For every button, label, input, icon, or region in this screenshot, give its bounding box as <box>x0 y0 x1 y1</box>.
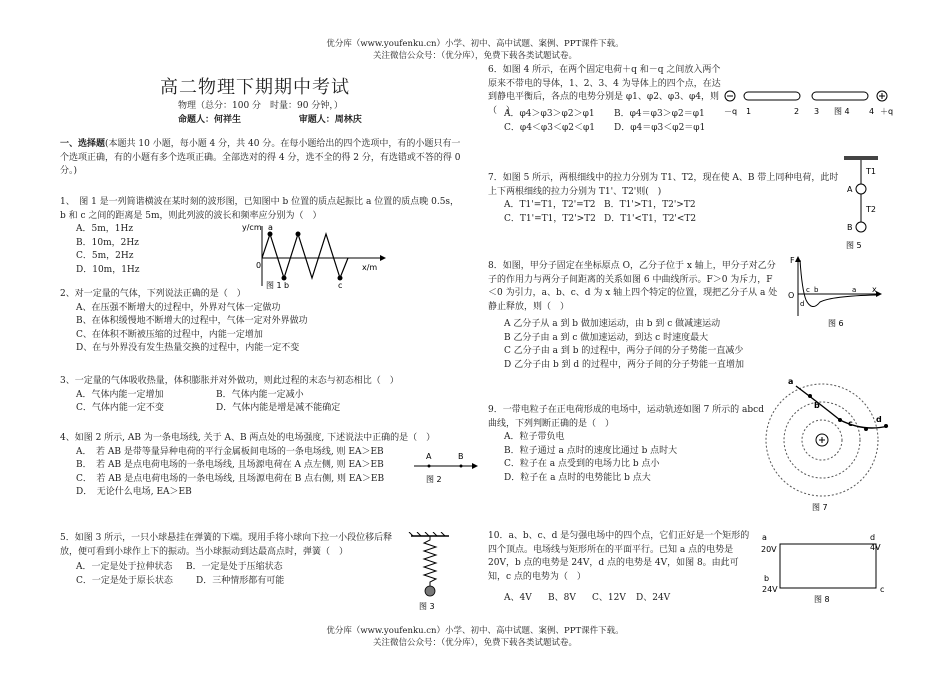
fig2-a: A <box>426 452 432 461</box>
q6-stem: 6．如图 4 所示，在两个固定电荷＋q 和－q 之间放入两个原来不带电的导体，1、2、3、4 为导体上的四个点，在达到静电平衡后，各点的电势分别是 φ1、φ2、φ3、φ4，则（ ） <box>488 65 721 116</box>
exam-info: 物理（总分：100 分 时量：90 分钟，） <box>178 101 343 111</box>
q4-option-b[interactable]: B． 若 AB 是点电荷电场的一条电场线, 且场源电荷在 A 点左侧, 则 EA＞EB <box>76 460 384 470</box>
fig5-a: A <box>847 185 853 194</box>
fig4-point-3: 3 <box>814 107 820 116</box>
question-10 <box>488 530 752 584</box>
fig1-xlabel: x/m <box>362 263 378 272</box>
q10-options <box>504 592 670 606</box>
q2-option-c[interactable]: C、在体积不断被压缩的过程中，内能一定增加 <box>76 329 263 340</box>
fig1-b: b <box>284 281 290 290</box>
fig2-caption: 图 2 <box>426 475 442 484</box>
fig6-o: O <box>788 291 795 300</box>
figure-5-hanging-balls <box>838 154 888 254</box>
question-5 <box>60 532 405 588</box>
fig6-caption: 图 6 <box>828 319 844 328</box>
section-heading: 一、选择题 <box>60 139 106 149</box>
section-intro-text: (本题共 10 小题，每小题 4 分，共 40 分。在每小题给出的四个选项中，有的小题只有一个选项正确，有的小题有多个选项正确。全部选对的得 4 分，选不全的得 2 分，有选错或不答的得 0 分。) <box>60 139 461 176</box>
q7-option-a[interactable]: A．T1'=T1，T2'=T2 <box>504 200 596 210</box>
fig6-c: c <box>806 286 810 294</box>
fig8-a-value: 20V <box>761 545 777 554</box>
fig4-pos-charge: ＋q <box>880 107 894 116</box>
fig2-b: B <box>458 452 464 461</box>
figure-1-wave <box>240 220 390 290</box>
q9-option-c[interactable]: C．粒子在 a 点受到的电场力比 b 点小 <box>504 459 660 469</box>
q9-option-b[interactable]: B．粒子通过 a 点时的速度比通过 b 点时大 <box>504 445 678 456</box>
q7-options-row-2 <box>488 213 842 227</box>
question-3 <box>60 375 462 416</box>
fig3-caption: 图 3 <box>419 602 435 611</box>
q6-options <box>504 108 705 135</box>
q3-option-a[interactable]: A．气体内能一定增加 <box>76 389 164 400</box>
q8-option-d[interactable]: D 乙分子由 b 到 d 的过程中，两分子间的分子势能一直增加 <box>504 359 745 370</box>
q4-option-d[interactable]: D． 无论什么电场, EA＞EB <box>76 487 192 497</box>
section-intro <box>60 138 462 179</box>
q2-stem: 2、对一定量的气体，下列说法正确的是（ ） <box>60 289 246 299</box>
fig1-a: a <box>268 223 273 232</box>
q2-option-a[interactable]: A、在压强不断增大的过程中，外界对气体一定做功 <box>76 302 281 313</box>
q4-option-a[interactable]: A． 若 AB 是带等量异种电荷的平行金属板间电场的一条电场线, 则 EA＞EB <box>76 446 384 457</box>
q2-option-b[interactable]: B、在体积缓慢地不断增大的过程中，气体一定对外界做功 <box>76 316 308 326</box>
q5-option-b[interactable]: B．一定是处于压缩状态 <box>186 562 283 572</box>
q5-option-a[interactable]: A．一定是处于拉伸状态 <box>76 562 173 572</box>
q9-stem: 9．一带电粒子在正电荷形成的电场中，运动轨迹如图 7 所示的 abcd 曲线，下列判断正确的是（ ） <box>488 405 764 429</box>
q10-option-d[interactable]: D、24V <box>636 593 671 603</box>
fig6-f: F <box>790 256 795 265</box>
fig8-b: b <box>764 574 770 583</box>
q5-options-row-2 <box>60 575 405 589</box>
q7-options-row-1 <box>488 199 842 213</box>
q3-option-b[interactable]: B．气体内能一定减小 <box>216 389 304 400</box>
fig8-d: d <box>870 533 876 542</box>
q6-option-a[interactable]: A．φ4＞φ3＞φ2＞φ1 <box>504 109 595 119</box>
q6-option-d[interactable]: D．φ4＝φ3＜φ2＝φ1 <box>614 122 706 133</box>
question-7 <box>488 172 842 226</box>
figure-6-force-curve <box>784 254 884 334</box>
q10-stem: 10．a、b、c、d 是匀强电场中的四个点，它们正好是一个矩形的四个顶点。电场线与矩形所在的平面平行。已知 a 点的电势是 20V，b 点的电势是 24V，d 点的电势是 4V，如图 8。由此可知，c 点的电势为（ ） <box>488 531 750 582</box>
question-9 <box>488 404 768 485</box>
footer-line-1: 优分库（www.youfenku.cn）小学、初中、高中试题、案例、PPT课件下载。 <box>326 626 624 636</box>
fig4-point-2: 2 <box>794 107 800 116</box>
fig1-caption: 图 1 <box>266 281 282 290</box>
q4-stem: 4、如图 2 所示, AB 为一条电场线, 关于 A、B 两点处的电场强度, 下述说法中正确的是（ ） <box>60 433 436 443</box>
q8-options <box>504 318 784 372</box>
q5-stem: 5．如图 3 所示，一只小球悬挂在弹簧的下端。现用手将小球向下拉一小段位移后释放，便可看到小球作上下的振动。当小球振动到达最高点时，弹簧（ ） <box>60 533 393 557</box>
fig7-c: c <box>848 419 853 428</box>
q10-option-b[interactable]: B、8V <box>548 593 576 603</box>
q3-options-row-2 <box>60 402 462 416</box>
q4-option-c[interactable]: C． 若 AB 是点电荷电场的一条电场线, 且场源电荷在 B 点右侧, 则 EA＞EB <box>76 473 385 484</box>
reviewer-label: 审题人：周林庆 <box>298 115 362 125</box>
q5-option-d[interactable]: D．三种情形都有可能 <box>196 575 285 586</box>
q7-stem: 7．如图 5 所示，两根细线中的拉力分别为 T1、T2，现在使 A、B 带上同种电荷，此时上下两根细线的拉力分别为 T1'、T2'则( ) <box>488 173 839 197</box>
q10-option-c[interactable]: C、12V <box>592 593 626 603</box>
q3-option-c[interactable]: C．气体内能一定不变 <box>76 403 164 413</box>
fig8-b-value: 24V <box>762 585 778 594</box>
fig4-point-4: 4 <box>869 107 875 116</box>
exam-authors <box>178 114 362 128</box>
q3-stem: 3、一定量的气体吸收热量，体积膨胀并对外做功，则此过程的末态与初态相比（ ） <box>60 376 399 386</box>
question-8 <box>488 260 778 314</box>
fig4-neg-charge: －q <box>724 107 738 116</box>
q8-option-b[interactable]: B 乙分子由 a 到 c 做加速运动，到达 c 时速度最大 <box>504 332 709 343</box>
q1-option-c[interactable]: C．5m，2Hz <box>76 251 134 261</box>
question-2 <box>60 288 462 356</box>
q1-option-b[interactable]: B．10m，2Hz <box>76 237 139 248</box>
q9-option-a[interactable]: A．粒子带负电 <box>504 432 565 442</box>
fig8-d-value: 4V <box>870 543 881 552</box>
q2-option-d[interactable]: D、在与外界没有发生热量交换的过程中，内能一定不变 <box>76 343 300 353</box>
q8-option-c[interactable]: C 乙分子由 a 到 b 的过程中，两分子间的分子势能一直减少 <box>504 346 744 356</box>
fig1-ylabel: y/cm <box>242 223 262 232</box>
fig8-caption: 图 8 <box>814 595 830 604</box>
q3-option-d[interactable]: D．气体内能是增是减不能确定 <box>216 403 341 413</box>
fig6-d: d <box>800 300 805 308</box>
figure-8-rectangle <box>758 530 898 606</box>
fig5-t2: T2 <box>866 205 876 214</box>
q6-option-c[interactable]: C．φ4＜φ3＜φ2＜φ1 <box>504 122 595 133</box>
q1-option-a[interactable]: A．5m，1Hz <box>76 224 134 234</box>
fig5-b: B <box>847 223 853 232</box>
question-4 <box>60 432 462 500</box>
fig4-point-1: 1 <box>746 107 752 116</box>
q10-option-a[interactable]: A、4V <box>504 593 532 603</box>
fig7-a: a <box>788 377 794 386</box>
q5-options-row-1 <box>60 561 405 575</box>
page-header <box>0 38 950 62</box>
fig6-b: b <box>814 286 819 294</box>
fig1-c: c <box>338 281 343 290</box>
figure-4-conductors <box>724 86 898 122</box>
q1-stem: 1、 图 1 是一列简谐横波在某时刻的波形图，已知图中 b 位置的质点起振比 a 位置的质点晚 0.5s，b 和 c 之间的距离是 5m，则此列波的波长和频率应分别为（ ） <box>60 197 460 221</box>
figure-2-field-line <box>410 450 480 490</box>
q7-option-c[interactable]: C．T1'=T1，T2'>T2 <box>504 213 596 224</box>
q7-option-b[interactable]: B．T1'>T1，T2'>T2 <box>604 200 696 210</box>
q3-options-row-1 <box>60 389 462 403</box>
q1-option-d[interactable]: D．10m，1Hz <box>76 264 140 275</box>
fig4-caption: 图 4 <box>834 107 850 116</box>
fig8-a: a <box>762 533 767 542</box>
footer-line-2: 关注微信公众号：（优分库），免费下载各类试题试卷。 <box>372 638 577 648</box>
page-footer <box>0 625 950 649</box>
figure-7-trajectory <box>764 374 898 514</box>
fig6-a: a <box>852 286 857 294</box>
fig6-x: x <box>872 285 877 294</box>
q6-option-b[interactable]: B．φ4＝φ3＞φ2＝φ1 <box>614 109 705 119</box>
fig1-origin: 0 <box>256 261 262 270</box>
fig8-c: c <box>880 585 885 594</box>
exam-title: 高二物理下期期中考试 <box>160 77 350 98</box>
setter-label: 命题人：何祥生 <box>178 115 242 125</box>
fig7-b: b <box>814 401 820 410</box>
fig5-t1: T1 <box>866 167 876 176</box>
q7-option-d[interactable]: D．T1'<T1，T2'<T2 <box>604 213 697 224</box>
q8-option-a[interactable]: A 乙分子从 a 到 b 做加速运动，由 b 到 c 做减速运动 <box>504 319 721 329</box>
q8-stem: 8．如图，甲分子固定在坐标原点 O，乙分子位于 x 轴上，甲分子对乙分子的作用力与两分子间距离的关系如图 6 中曲线所示。F＞0 为斥力，F＜0 为引力，a、b、c、d 为 x 轴上四个特定的位置，现把乙分子从 a 处静止释放，则（ ） <box>488 261 778 312</box>
q5-option-c[interactable]: C．一定是处于原长状态 <box>76 575 173 586</box>
header-line-1: 优分库（www.youfenku.cn）小学、初中、高中试题、案例、PPT课件下载。 <box>326 39 624 49</box>
header-line-2: 关注微信公众号：（优分库），免费下载各类试题试卷。 <box>372 51 577 61</box>
fig7-caption: 图 7 <box>812 503 828 512</box>
fig5-caption: 图 5 <box>846 241 862 250</box>
fig7-d: d <box>876 415 882 424</box>
figure-3-spring <box>405 532 455 612</box>
q9-option-d[interactable]: D．粒子在 a 点时的电势能比 b 点大 <box>504 472 651 483</box>
